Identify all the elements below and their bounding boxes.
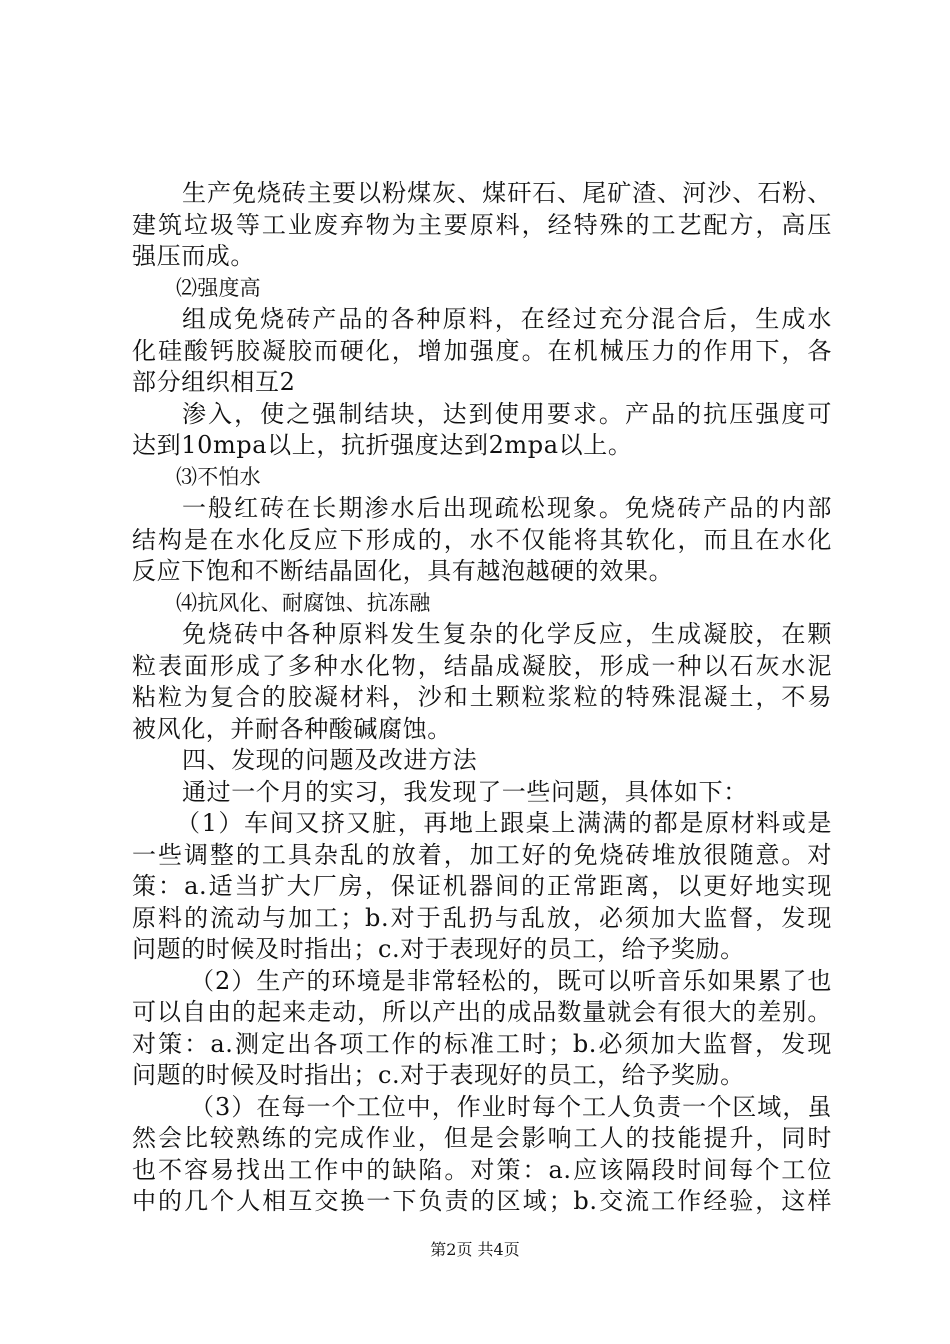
paragraph-line: 免烧砖中各种原料发生复杂的化学反应，生成凝胶，在颗 [182,620,832,648]
paragraph-line: 对策：a.测定出各项工作的标准工时；b.必须加大监督，发现 [132,1029,832,1058]
paragraph-line: 然会比较熟练的完成作业，但是会影响工人的技能提升，同时 [132,1124,832,1152]
paragraph-line: 问题的时候及时指出；c.对于表现好的员工，给予奖励。 [132,1061,745,1089]
paragraph-line: 策：a.适当扩大厂房，保证机器间的正常距离，以更好地实现 [132,872,832,900]
paragraph-line: 被风化，并耐各种酸碱腐蚀。 [132,714,452,743]
paragraph-line: 一般红砖在长期渗水后出现疏松现象。免烧砖产品的内部 [182,494,832,522]
paragraph-line: 化硅酸钙胶凝胶而硬化，增加强度。在机械压力的作用下，各 [132,336,832,365]
section-heading: 四、发现的问题及改进方法 [182,746,478,774]
page-footer: 第2页 共4页 [430,1240,520,1259]
paragraph-line: 达到10mpa以上，抗折强度达到2mpa以上。 [132,431,633,459]
paragraph-line: 组成免烧砖产品的各种原料，在经过充分混合后，生成水 [182,305,832,333]
paragraph-line: 部分组织相互2 [132,368,296,396]
paragraph-line: 一些调整的工具杂乱的放着，加工好的免烧砖堆放很随意。对 [132,840,832,869]
paragraph-line: 原料的流动与加工；b.对于乱扔与乱放，必须加大监督，发现 [132,903,832,932]
paragraph-line: 反应下饱和不断结晶固化，具有越泡越硬的效果。 [132,557,674,585]
paragraph-line: （1）车间又挤又脏，再地上跟桌上满满的都是原材料或是 [176,809,832,837]
paragraph-line: 可以自由的起来走动，所以产出的成品数量就会有很大的差别。 [132,998,832,1026]
paragraph-line: 渗入，使之强制结块，达到使用要求。产品的抗压强度可 [182,399,832,428]
paragraph-line: 粘粒为复合的胶凝材料，沙和土颗粒浆粒的特殊混凝土，不易 [132,683,832,711]
paragraph-line: 问题的时候及时指出；c.对于表现好的员工，给予奖励。 [132,935,745,963]
paragraph-line: （3）在每一个工位中，作业时每个工人负责一个区域，虽 [190,1092,832,1121]
section-heading: ⑷抗风化、耐腐蚀、抗冻融 [176,590,431,615]
section-heading: ⑵强度高 [176,275,261,300]
paragraph-line: 通过一个月的实习，我发现了一些问题，具体如下： [182,777,748,806]
section-heading: ⑶不怕水 [176,464,261,489]
paragraph-line: 粒表面形成了多种水化物，结晶成凝胶，形成一种以石灰水泥 [132,651,832,680]
body-text [132,178,832,1218]
paragraph-line: 生产免烧砖主要以粉煤灰、煤矸石、尾矿渣、河沙、石粉、 [182,179,832,207]
paragraph-line: （2）生产的环境是非常轻松的，既可以听音乐如果累了也 [190,966,832,995]
paragraph-line: 中的几个人相互交换一下负责的区域；b.交流工作经验，这样 [132,1187,832,1215]
paragraph-line: 也不容易找出工作中的缺陷。对策：a.应该隔段时间每个工位 [132,1155,832,1184]
paragraph-line: 结构是在水化反应下形成的，水不仅能将其软化，而且在水化 [132,525,832,554]
paragraph-line: 强压而成。 [132,242,255,270]
paragraph-line: 建筑垃圾等工业废弃物为主要原料，经特殊的工艺配方，高压 [132,210,832,239]
